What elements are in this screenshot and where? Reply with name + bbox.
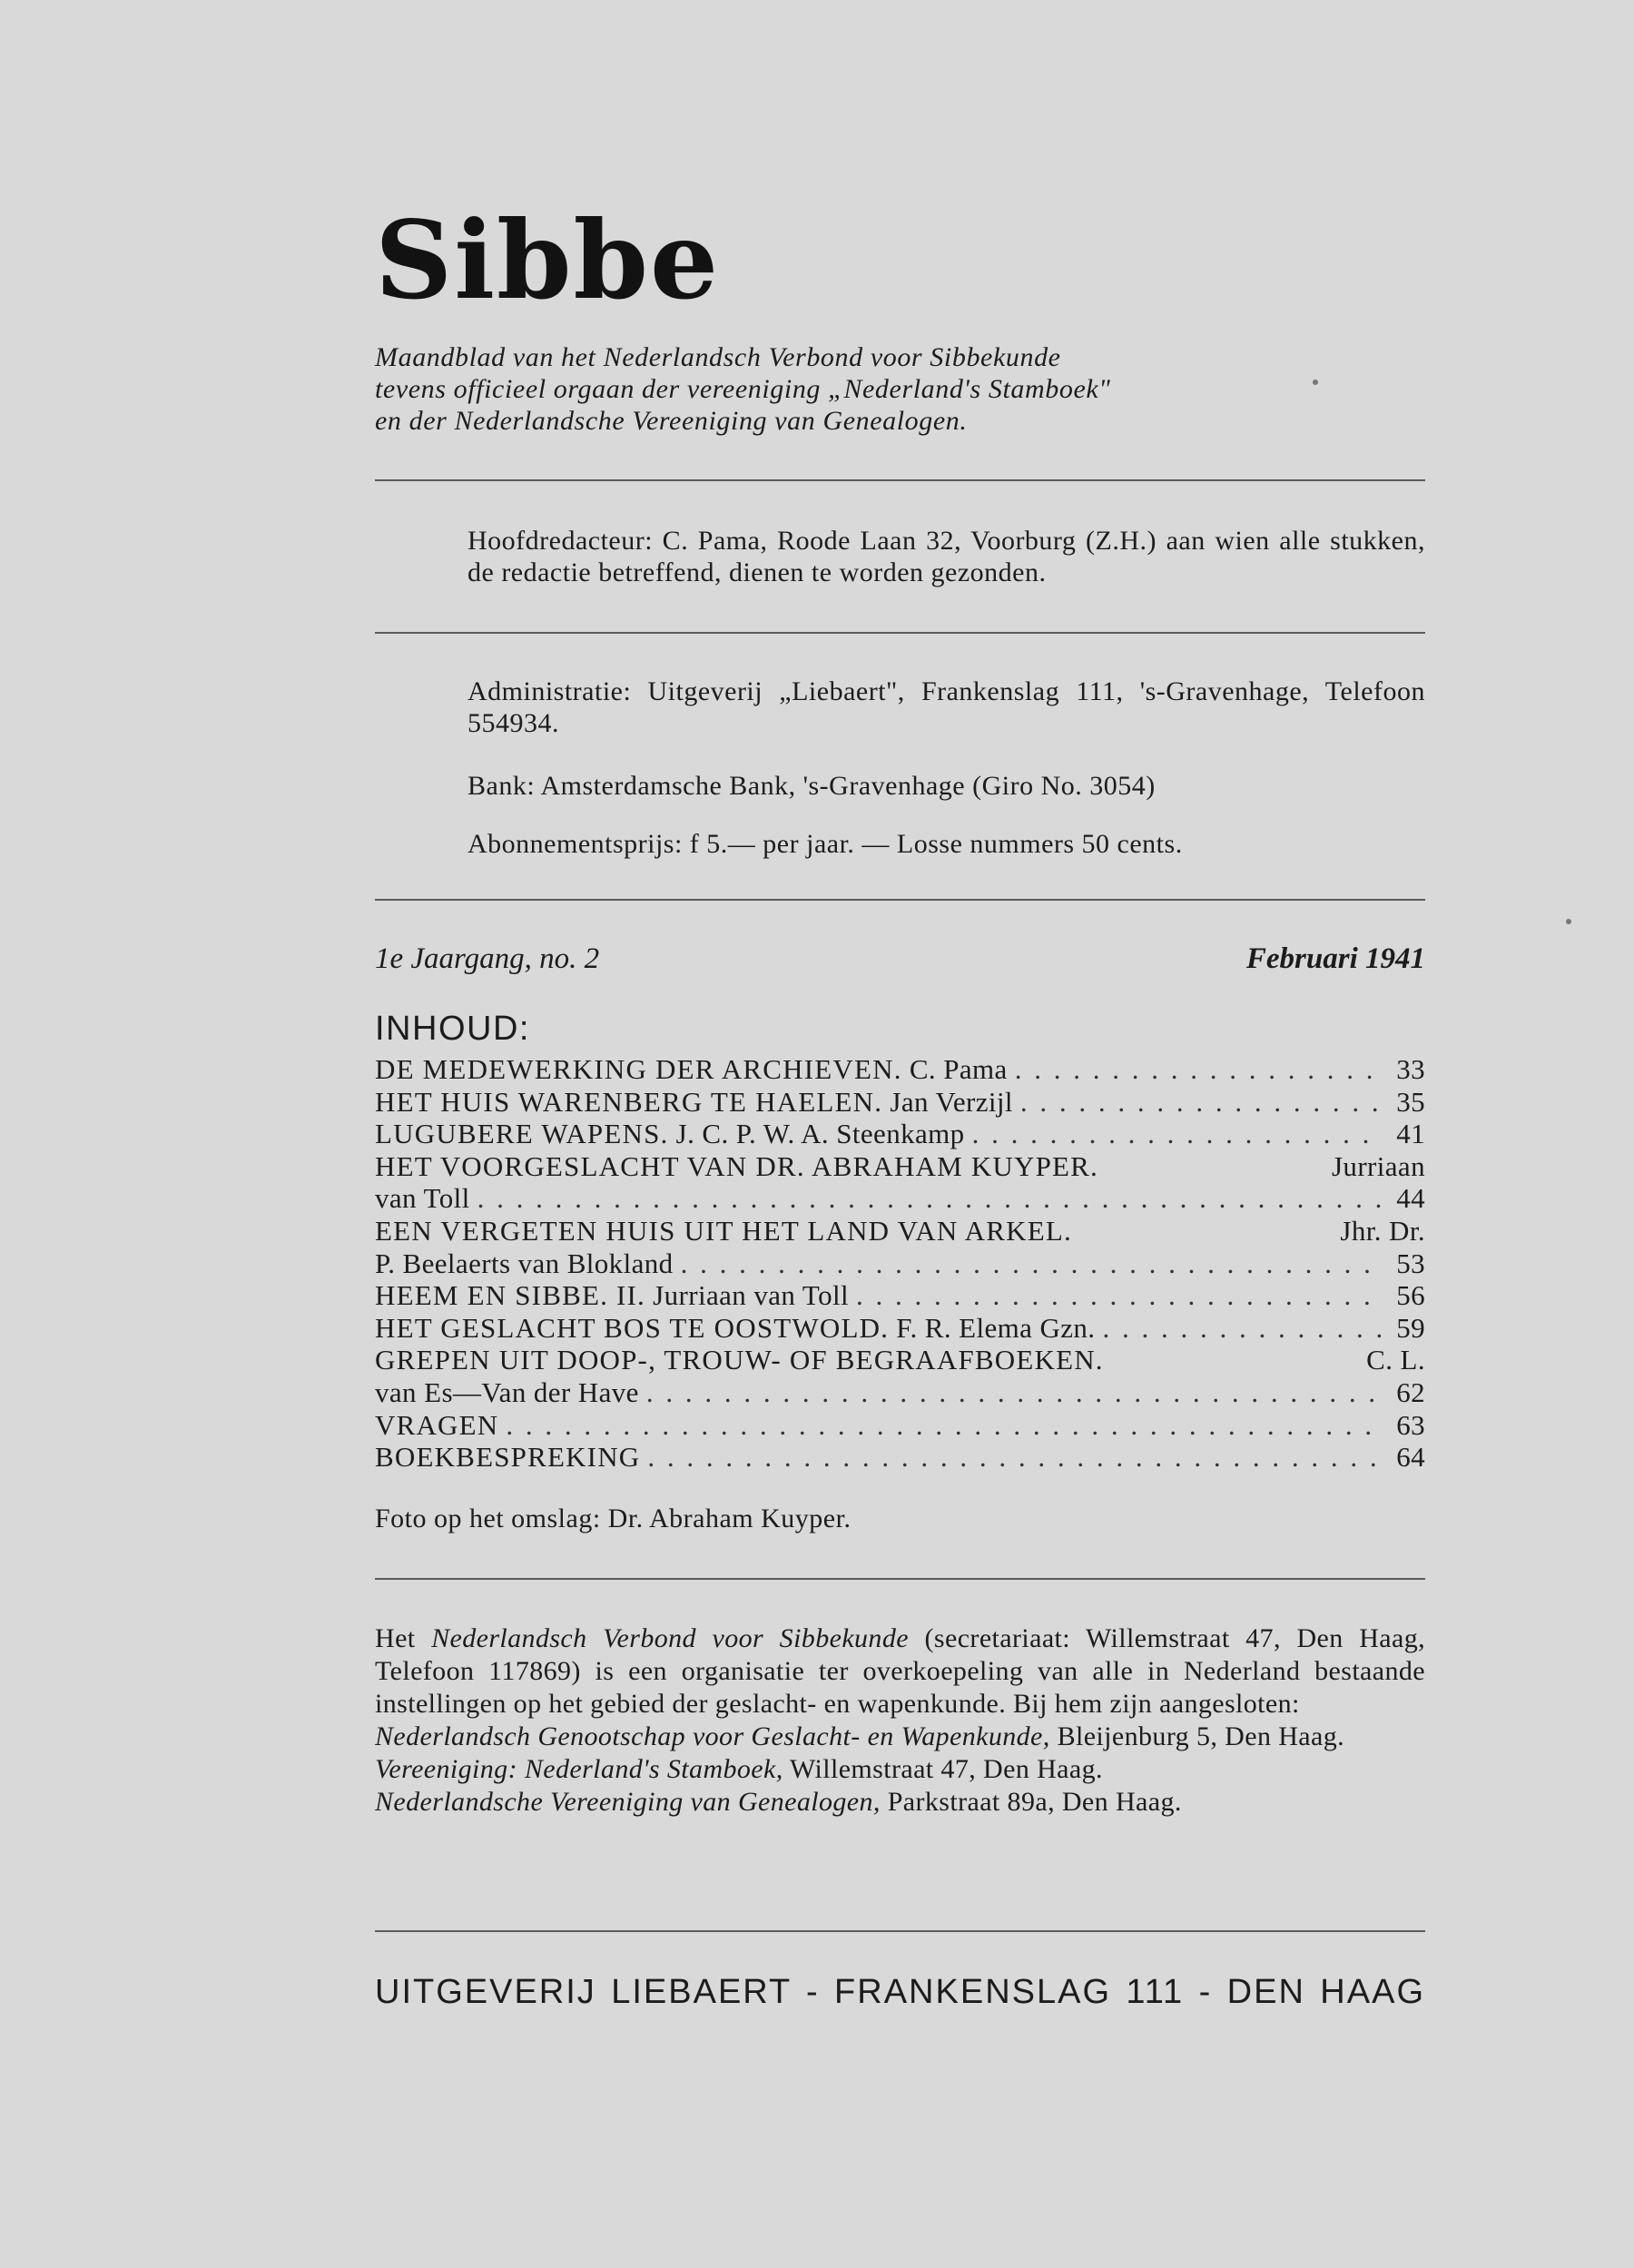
toc-page: 35 [1396, 1085, 1425, 1118]
member-organisation [375, 1753, 1425, 1786]
toc-title: VRAGEN [375, 1408, 499, 1441]
table-of-contents [375, 1053, 1425, 1474]
tagline-line: en der Nederlandsche Vereeniging van Genealogen. [375, 406, 968, 436]
verbond-intro-text: (secretariaat: Willemstraat 47, Den Haag, Telefoon 117869) is een organisatie ter overkoepeling van alle in Nederland bestaande instellingen op het gebied der geslacht- en wapenkunde. Bij hem zijn aangesloten: [375, 1623, 1425, 1719]
toc-author: J. C. P. W. A. Steenkamp [675, 1118, 965, 1150]
toc-author: Jan Verzijl [890, 1085, 1013, 1118]
issue-line [375, 942, 1425, 976]
toc-author: van Toll [375, 1182, 470, 1215]
toc-entry [375, 1409, 1425, 1442]
toc-page: 63 [1396, 1408, 1425, 1441]
member-address: Parkstraat 89a, Den Haag. [880, 1787, 1182, 1817]
member-address: Willemstraat 47, Den Haag. [783, 1754, 1103, 1784]
toc-title: BOEKBESPREKING [375, 1441, 641, 1474]
bank-notice: Bank: Amsterdamsche Bank, 's-Gravenhage (Giro No. 3054) [468, 771, 1156, 801]
cover-photo-caption: Foto op het omslag: Dr. Abraham Kuyper. [375, 1504, 851, 1533]
toc-page: 64 [1396, 1441, 1425, 1474]
divider [375, 1930, 1425, 1932]
divider [375, 632, 1425, 634]
issue-volume: 1e Jaargang, no. 2 [375, 942, 600, 975]
tagline [375, 341, 1425, 437]
toc-author: C. Pama [909, 1053, 1008, 1085]
publisher-footer: UITGEVERIJ LIEBAERT - FRANKENSLAG 111 - DEN HAAG [375, 1973, 1425, 2011]
toc-entry [375, 1182, 1425, 1215]
member-name: Nederlandsche Vereeniging van Genealogen, [375, 1787, 881, 1817]
tagline-line: Maandblad van het Nederlandsch Verbond voor Sibbekunde [375, 342, 1061, 372]
toc-entry-first-line [375, 1215, 1425, 1247]
administration-notice: Administratie: Uitgeverij „Liebaert", Frankenslag 111, 's-Gravenhage, Telefoon 554934. [468, 676, 1425, 738]
toc-author: P. Beelaerts van Blokland [375, 1247, 674, 1279]
tagline-line: tevens officieel orgaan der vereeniging „Nederland's Stamboek" [375, 374, 1111, 404]
toc-author: F. R. Elema Gzn. [896, 1311, 1096, 1344]
member-name: Nederlandsch Genootschap voor Geslacht- en Wapenkunde, [375, 1721, 1050, 1751]
toc-entry [375, 1376, 1425, 1409]
masthead-title: Sibbe [375, 197, 721, 323]
toc-leader [646, 1376, 1382, 1409]
contents-heading: INHOUD: [375, 1010, 530, 1048]
member-name: Vereeniging: Nederland's Stamboek, [375, 1754, 783, 1784]
editor-notice: Hoofdredacteur: C. Pama, Roode Laan 32, Voorburg (Z.H.) aan wien alle stukken, de redactie betreffend, dienen te worden gezonden. [468, 526, 1425, 587]
member-organisation [375, 1786, 1425, 1819]
divider [375, 479, 1425, 481]
toc-leader [1015, 1053, 1382, 1086]
toc-title: LUGUBERE WAPENS. [375, 1118, 669, 1150]
subscription-notice: Abonnementsprijs: f 5.— per jaar. — Losse nummers 50 cents. [468, 829, 1183, 859]
toc-author: Jurriaan van Toll [653, 1279, 849, 1312]
toc-leader [506, 1409, 1382, 1442]
toc-author: van Es—Van der Have [375, 1376, 639, 1408]
toc-leader [681, 1247, 1382, 1280]
divider [375, 1578, 1425, 1580]
toc-leader [1020, 1086, 1382, 1119]
toc-title: HET GESLACHT BOS TE OOSTWOLD. [375, 1311, 890, 1344]
toc-entry [375, 1312, 1425, 1345]
toc-entry [375, 1247, 1425, 1280]
verbond-intro [375, 1622, 1425, 1721]
toc-title: HET HUIS WARENBERG TE HAELEN. [375, 1085, 883, 1118]
toc-leader [647, 1441, 1382, 1474]
issue-date: Februari 1941 [1245, 942, 1425, 975]
verbond-notice [375, 1622, 1425, 1819]
toc-page: 33 [1396, 1053, 1425, 1085]
paper-speck [1566, 919, 1571, 924]
toc-entry [375, 1279, 1425, 1312]
toc-leader [1102, 1312, 1382, 1345]
toc-leader [972, 1118, 1382, 1150]
toc-entry [375, 1441, 1425, 1474]
toc-page: 53 [1396, 1247, 1425, 1279]
toc-title: GREPEN UIT DOOP-, TROUW- OF BEGRAAFBOEKEN. [375, 1344, 1104, 1376]
toc-title: DE MEDEWERKING DER ARCHIEVEN. [375, 1053, 902, 1085]
toc-page: 44 [1396, 1182, 1425, 1215]
toc-entry [375, 1118, 1425, 1150]
toc-page: 56 [1396, 1279, 1425, 1312]
toc-author: Jhr. Dr. [1340, 1214, 1425, 1247]
toc-page: 41 [1396, 1118, 1425, 1150]
toc-leader [477, 1182, 1382, 1215]
toc-entry-first-line [375, 1344, 1425, 1376]
toc-leader [856, 1279, 1382, 1312]
verbond-name: Nederlandsch Verbond voor Sibbekunde [431, 1623, 909, 1653]
toc-title: HEEM EN SIBBE. II. [375, 1279, 645, 1312]
paper-speck [1313, 380, 1318, 385]
verbond-intro-text: Het [375, 1623, 432, 1653]
toc-author: C. L. [1366, 1344, 1425, 1376]
divider [375, 899, 1425, 901]
toc-entry-first-line [375, 1150, 1425, 1183]
toc-entry [375, 1053, 1425, 1086]
toc-page: 59 [1396, 1311, 1425, 1344]
member-organisation [375, 1721, 1425, 1753]
toc-page: 62 [1396, 1376, 1425, 1408]
toc-author: Jurriaan [1331, 1149, 1425, 1182]
toc-title: HET VOORGESLACHT VAN DR. ABRAHAM KUYPER. [375, 1149, 1098, 1182]
toc-entry [375, 1086, 1425, 1119]
toc-title: EEN VERGETEN HUIS UIT HET LAND VAN ARKEL. [375, 1214, 1072, 1247]
member-address: Bleijenburg 5, Den Haag. [1049, 1721, 1345, 1751]
